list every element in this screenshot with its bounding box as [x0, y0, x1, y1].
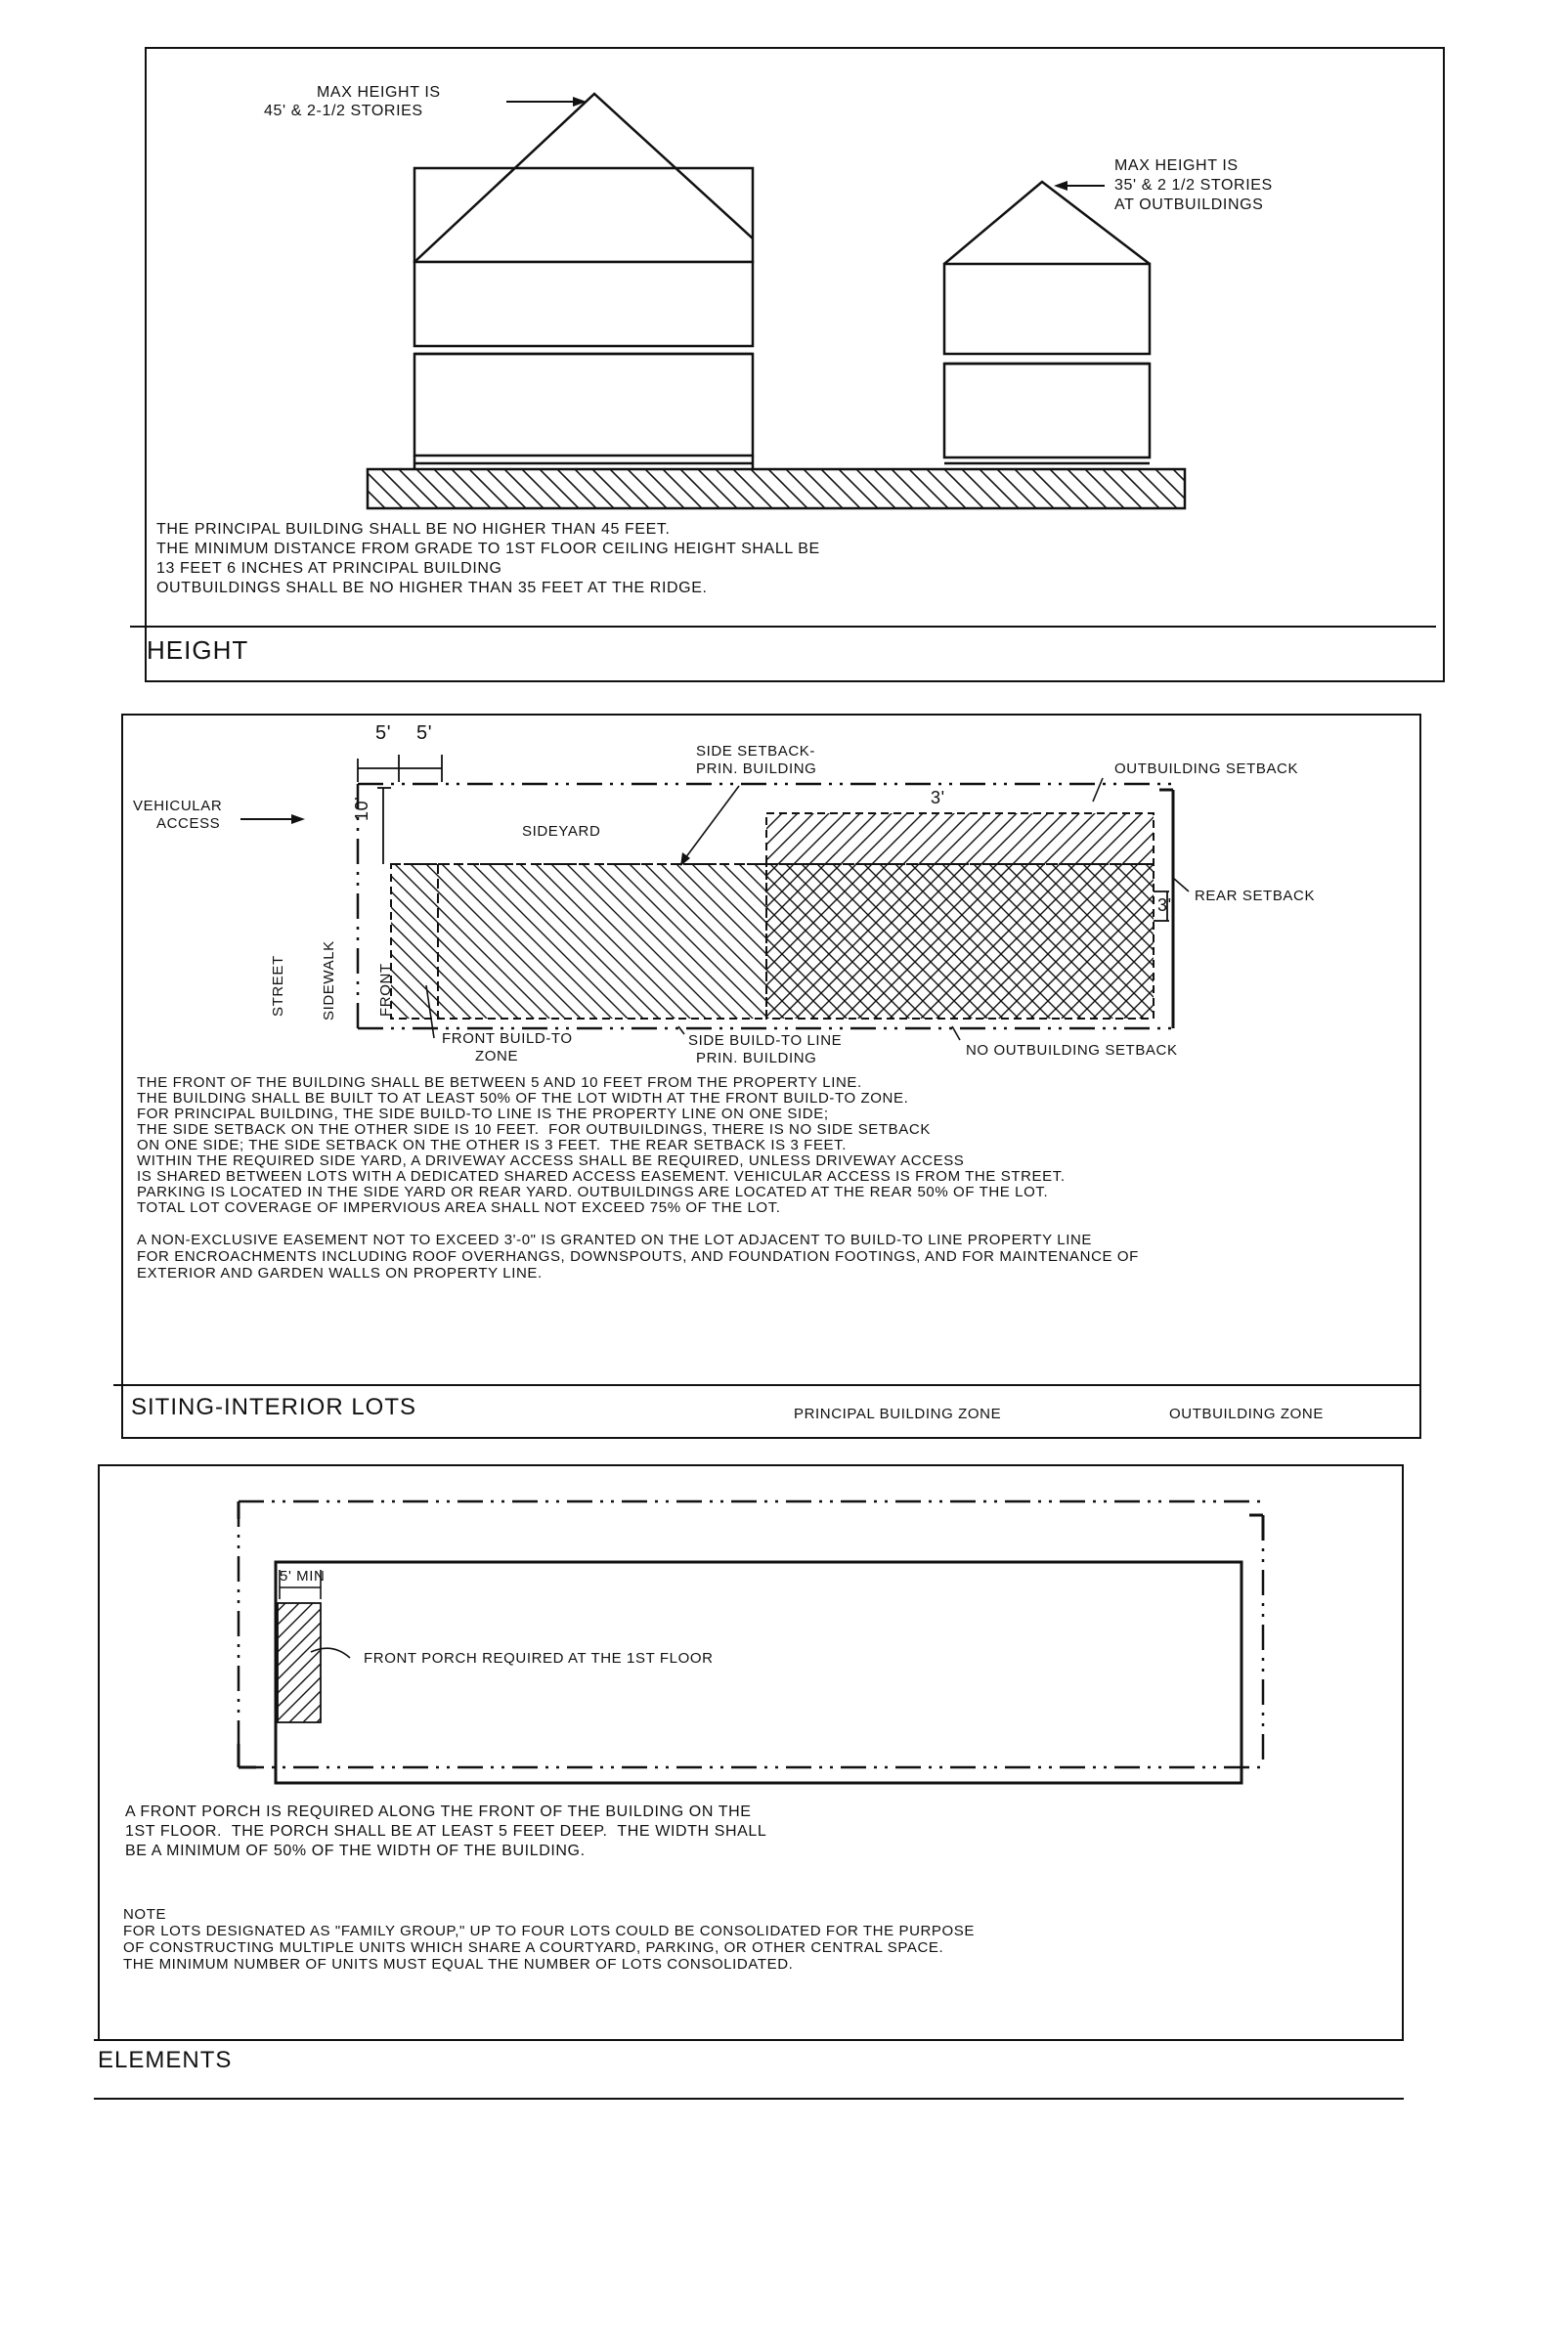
height-note-line: THE MINIMUM DISTANCE FROM GRADE TO 1ST FLOOR CEILING HEIGHT SHALL BE	[156, 541, 820, 557]
siting-easement-line: A NON-EXCLUSIVE EASEMENT NOT TO EXCEED 3'-0" IS GRANTED ON THE LOT ADJACENT TO BUILD-TO LINE PROPERTY LINE	[137, 1232, 1093, 1248]
siting-easement-line: EXTERIOR AND GARDEN WALLS ON PROPERTY LINE.	[137, 1265, 543, 1282]
outbuilding-height-callout-3: AT OUTBUILDINGS	[1114, 196, 1264, 213]
elements-note-line: BE A MINIMUM OF 50% OF THE WIDTH OF THE BUILDING.	[125, 1843, 586, 1859]
no-outbuilding-setback-label: NO OUTBUILDING SETBACK	[966, 1042, 1178, 1059]
side-build-to-label-1: SIDE BUILD-TO LINE	[688, 1032, 843, 1049]
outbuilding-height-callout-2: 35' & 2 1/2 STORIES	[1114, 177, 1273, 194]
family-note-line: OF CONSTRUCTING MULTIPLE UNITS WHICH SHARE A COURTYARD, PARKING, OR OTHER CENTRAL SPACE.	[123, 1939, 944, 1956]
building-outline	[276, 1562, 1241, 1783]
elements-family-note	[123, 1906, 975, 1973]
siting-note-line: WITHIN THE REQUIRED SIDE YARD, A DRIVEWAY ACCESS SHALL BE REQUIRED, UNLESS DRIVEWAY ACCESS	[137, 1152, 965, 1169]
side-build-to-label-2: PRIN. BUILDING	[696, 1050, 817, 1066]
legend-principal-label: PRINCIPAL BUILDING ZONE	[794, 1406, 1002, 1422]
rear-setback-label: REAR SETBACK	[1195, 888, 1316, 904]
legend-outbuilding-label: OUTBUILDING ZONE	[1169, 1406, 1324, 1422]
dim-5-second: 5'	[416, 722, 433, 744]
elements-note-line: A FRONT PORCH IS REQUIRED ALONG THE FRONT OF THE BUILDING ON THE	[125, 1803, 752, 1820]
dim-10: 10'	[352, 796, 371, 821]
dim-3-top: 3'	[931, 788, 945, 807]
vehicular-access-label-1: VEHICULAR	[133, 798, 223, 814]
sideyard-label: SIDEYARD	[522, 823, 601, 840]
front-porch	[278, 1603, 321, 1722]
siting-note-line: PARKING IS LOCATED IN THE SIDE YARD OR REAR YARD. OUTBUILDINGS ARE LOCATED AT THE REAR 50% OF THE LOT.	[137, 1184, 1049, 1200]
elements-bottom-rule	[94, 2098, 1404, 2100]
elements-title-divider	[94, 2039, 1404, 2041]
siting-note-line: IS SHARED BETWEEN LOTS WITH A DEDICATED SHARED ACCESS EASEMENT. VEHICULAR ACCESS IS FROM THE STREET.	[137, 1168, 1066, 1185]
height-title: HEIGHT	[147, 635, 249, 665]
front-build-to-label-2: ZONE	[475, 1048, 519, 1064]
front-label: FRONT	[377, 963, 394, 1017]
elements-title: ELEMENTS	[98, 2047, 233, 2073]
siting-title: SITING-INTERIOR LOTS	[131, 1394, 417, 1420]
front-build-to-label-1: FRONT BUILD-TO	[442, 1030, 573, 1047]
main-height-callout-1: MAX HEIGHT IS	[317, 84, 441, 101]
outbuilding-setback-label: OUTBUILDING SETBACK	[1114, 760, 1299, 777]
siting-note-line: TOTAL LOT COVERAGE OF IMPERVIOUS AREA SHALL NOT EXCEED 75% OF THE LOT.	[137, 1199, 781, 1216]
height-note-line: THE PRINCIPAL BUILDING SHALL BE NO HIGHER THAN 45 FEET.	[156, 521, 671, 538]
elements-note-line: 1ST FLOOR. THE PORCH SHALL BE AT LEAST 5 FEET DEEP. THE WIDTH SHALL	[125, 1823, 767, 1840]
vehicular-access-label-2: ACCESS	[156, 815, 221, 832]
dim-5-first: 5'	[375, 722, 392, 744]
siting-note-line: THE FRONT OF THE BUILDING SHALL BE BETWEEN 5 AND 10 FEET FROM THE PROPERTY LINE.	[137, 1074, 862, 1091]
siting-note-line: THE BUILDING SHALL BE BUILT TO AT LEAST 50% OF THE LOT WIDTH AT THE FRONT BUILD-TO ZONE.	[137, 1090, 909, 1107]
siting-note-line: THE SIDE SETBACK ON THE OTHER SIDE IS 10 FEET. FOR OUTBUILDINGS, THERE IS NO SIDE SETBACK	[137, 1121, 931, 1138]
family-note-line: THE MINIMUM NUMBER OF UNITS MUST EQUAL THE NUMBER OF LOTS CONSOLIDATED.	[123, 1956, 794, 1973]
height-note-line: OUTBUILDINGS SHALL BE NO HIGHER THAN 35 FEET AT THE RIDGE.	[156, 580, 708, 596]
side-setback-label-2: PRIN. BUILDING	[696, 760, 817, 777]
family-note-line: FOR LOTS DESIGNATED AS "FAMILY GROUP," UP TO FOUR LOTS COULD BE CONSOLIDATED FOR THE PURPOSE	[123, 1923, 976, 1939]
porch-min-dim-label: 5' MIN	[280, 1568, 326, 1585]
elements-notes	[125, 1803, 766, 1861]
siting-note-line: ON ONE SIDE; THE SIDE SETBACK ON THE OTHER IS 3 FEET. THE REAR SETBACK IS 3 FEET.	[137, 1137, 848, 1153]
outbuilding-height-callout-1: MAX HEIGHT IS	[1114, 157, 1239, 174]
elements-property-line	[239, 1501, 1263, 1767]
dim-3-rear: 3'	[1157, 895, 1172, 915]
siting-note-line: FOR PRINCIPAL BUILDING, THE SIDE BUILD-TO LINE IS THE PROPERTY LINE ON ONE SIDE;	[137, 1106, 829, 1122]
siting-easement-line: FOR ENCROACHMENTS INCLUDING ROOF OVERHANGS, DOWNSPOUTS, AND FOUNDATION FOOTINGS, AND FOR MAINTENANCE OF	[137, 1248, 1139, 1265]
height-note-line: 13 FEET 6 INCHES AT PRINCIPAL BUILDING	[156, 560, 502, 577]
note-heading: NOTE	[123, 1906, 167, 1923]
street-label: STREET	[270, 955, 286, 1017]
main-height-callout-2: 45' & 2-1/2 STORIES	[264, 103, 423, 119]
sidewalk-label: SIDEWALK	[321, 940, 337, 1021]
side-setback-label-1: SIDE SETBACK-	[696, 743, 815, 760]
porch-required-label: FRONT PORCH REQUIRED AT THE 1ST FLOOR	[364, 1650, 714, 1667]
